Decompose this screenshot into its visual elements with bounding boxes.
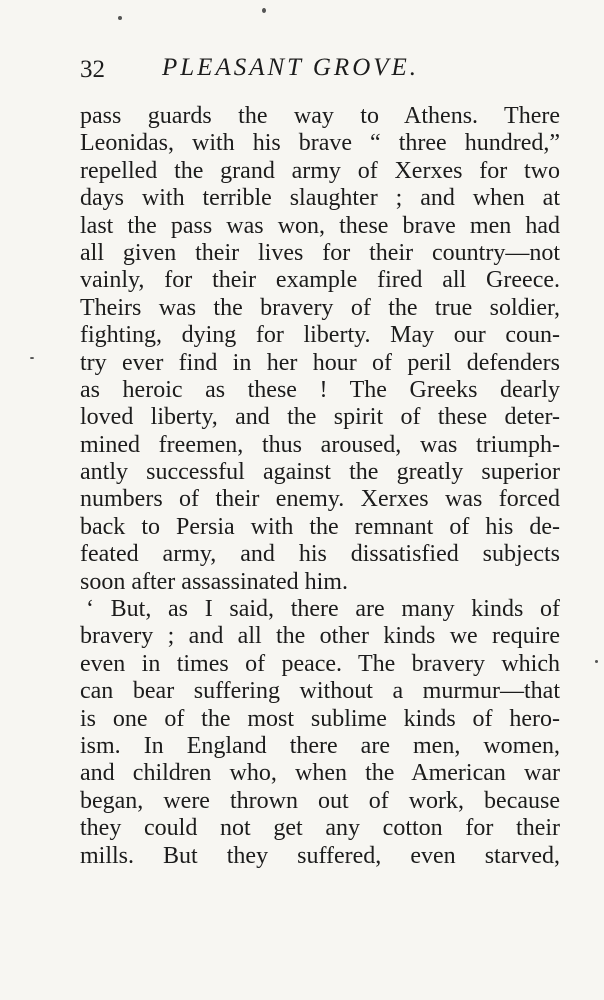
text-line: mills. But they suffered, even starved, — [80, 842, 560, 869]
text-line: pass guards the way to Athens. There — [80, 103, 560, 129]
text-line: last the pass was won, these brave men had — [80, 212, 560, 239]
text-line: can bear suffering without a murmur—that — [80, 678, 560, 705]
text-line: began, were thrown out of work, because — [80, 787, 560, 814]
text-line: fighting, dying for liberty. May our coun- — [80, 322, 560, 349]
text-line: repelled the grand army of Xerxes for two — [80, 157, 560, 184]
text-line: even in times of peace. The bravery which — [80, 650, 560, 677]
text-line: bravery ; and all the other kinds we require — [80, 623, 560, 650]
text-line: they could not get any cotton for their — [80, 815, 560, 842]
page-number: 32 — [80, 56, 105, 83]
text-line: is one of the most sublime kinds of hero- — [80, 705, 560, 732]
scan-speck — [595, 660, 598, 663]
text-line: Theirs was the bravery of the true soldier, — [80, 294, 560, 321]
text-line: mined freemen, thus aroused, was triumph- — [80, 431, 560, 458]
text-line: and children who, when the American war — [80, 760, 560, 787]
text-line: days with terrible slaughter ; and when at — [80, 185, 560, 212]
text-line: as heroic as these ! The Greeks dearly — [80, 376, 560, 403]
text-line: vainly, for their example fired all Greece. — [80, 267, 560, 294]
text-line: numbers of their enemy. Xerxes was forced — [80, 486, 560, 513]
scan-speck — [118, 16, 122, 20]
page-header — [80, 52, 540, 92]
text-line: ism. In England there are men, women, — [80, 732, 560, 759]
text-line: loved liberty, and the spirit of these deter- — [80, 404, 560, 431]
text-line: Leonidas, with his brave “ three hundred,” — [80, 130, 560, 157]
text-line: all given their lives for their country—not — [80, 239, 560, 266]
scan-speck — [262, 8, 266, 13]
text-line: soon after assassinated him. — [80, 568, 348, 595]
text-line: try ever find in her hour of peril defenders — [80, 349, 560, 376]
body-text — [80, 103, 560, 870]
text-line: ‘ But, as I said, there are many kinds of — [86, 596, 560, 623]
scan-speck — [30, 357, 34, 359]
text-line: antly successful against the greatly superior — [80, 459, 560, 486]
text-line: back to Persia with the remnant of his de- — [80, 513, 560, 540]
running-title: PLEASANT GROVE. — [162, 54, 420, 81]
text-line: feated army, and his dissatisfied subjects — [80, 541, 560, 568]
